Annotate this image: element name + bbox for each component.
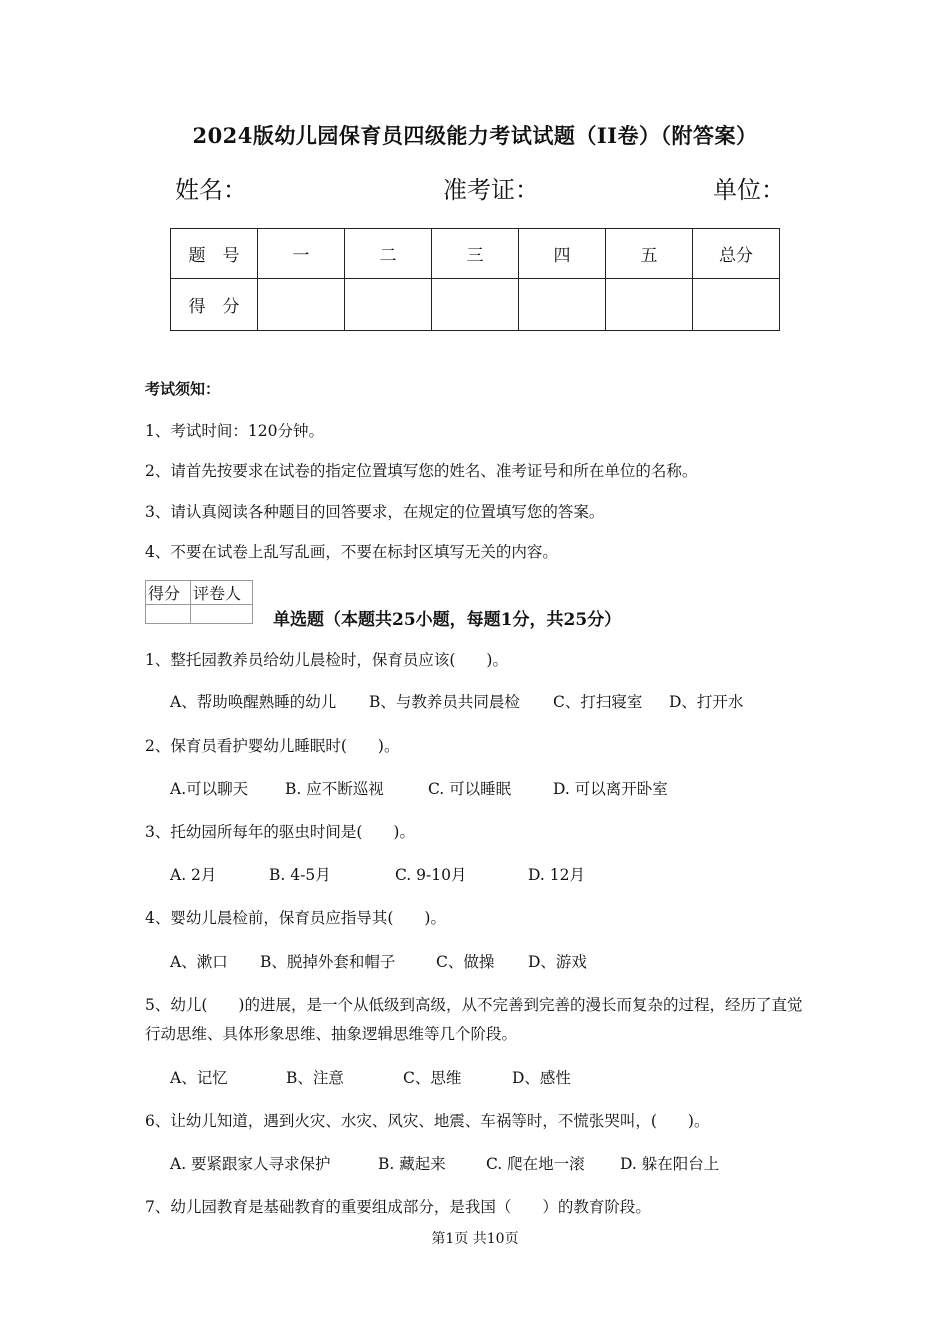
option[interactable]: B. 4-5月 [269,866,331,884]
option[interactable]: B. 应不断巡视 [285,780,384,798]
option[interactable]: B. 藏起来 [378,1155,446,1173]
option[interactable]: B、与教养员共同晨检 [369,693,520,711]
question-options [170,690,743,712]
option[interactable]: C. 9-10月 [395,866,467,884]
option[interactable]: C. 爬在地一滚 [486,1155,585,1173]
page-footer: 第1页 共10页 [431,1231,519,1247]
question-options [170,1066,571,1088]
option[interactable]: A、帮助唤醒熟睡的幼儿 [170,693,337,711]
option[interactable]: D、打开水 [669,693,744,711]
score-table-header-row [171,229,780,279]
score-table-score-row [171,279,780,331]
option[interactable]: C、打扫寝室 [553,693,643,711]
note-item: 2、请首先按要求在试卷的指定位置填写您的姓名、准考证号和所在单位的名称。 [145,462,698,480]
section-title: 单选题（本题共25小题，每题1分，共25分） [273,610,622,630]
score-table-header-label: 题 号 [171,229,258,279]
score-cell[interactable] [606,279,693,331]
option[interactable]: A. 2月 [170,866,217,884]
option[interactable]: C、做操 [436,953,495,971]
score-table-col: 一 [258,229,345,279]
name-label: 姓名： [175,176,247,204]
unit-label: 单位： [713,176,785,204]
score-cell[interactable] [345,279,432,331]
note-item: 4、不要在试卷上乱写乱画，不要在标封区填写无关的内容。 [145,543,558,561]
grader-box-grader-label: 评卷人 [191,581,253,605]
score-table-col: 四 [519,229,606,279]
score-cell-total[interactable] [693,279,780,331]
question-text: 5、幼儿( )的进展，是一个从低级到高级，从不完善到完善的漫长而复杂的过程，经历了直觉行动思维、具体形象思维、抽象逻辑思维等几个阶段。 [145,996,803,1043]
score-table-col: 二 [345,229,432,279]
question-text: 2、保育员看护婴幼儿睡眠时( )。 [145,737,400,755]
question-options [170,777,668,799]
grader-box-grader-cell[interactable] [191,605,253,624]
option[interactable]: D. 12月 [528,866,585,884]
score-table [170,228,780,331]
exam-id-label: 准考证： [443,176,539,204]
option[interactable]: D. 可以离开卧室 [553,780,668,798]
grader-box-blank-row [146,605,253,624]
option[interactable]: A、漱口 [170,953,228,971]
option[interactable]: A.可以聊天 [170,780,249,798]
option[interactable]: B、脱掉外套和帽子 [260,953,396,971]
option[interactable]: C. 可以睡眠 [428,780,512,798]
grader-box-score-label: 得分 [146,581,191,605]
option[interactable]: D、游戏 [528,953,587,971]
option[interactable]: A. 要紧跟家人寻求保护 [170,1155,331,1173]
notes-heading: 考试须知： [145,380,221,398]
question-options [170,1152,719,1174]
question-text: 1、整托园教养员给幼儿晨检时，保育员应该( )。 [145,651,508,669]
note-item: 1、考试时间：120分钟。 [145,422,324,440]
page-title: 2024版幼儿园保育员四级能力考试试题（II卷）（附答案） [192,123,758,148]
score-table-col: 三 [432,229,519,279]
candidate-fields [175,170,785,204]
question-text: 6、让幼儿知道，遇到火灾、水灾、风灾、地震、车祸等时，不慌张哭叫，( )。 [145,1112,710,1130]
question-options [170,950,587,972]
option[interactable]: C、思维 [403,1069,462,1087]
score-table-score-label: 得 分 [171,279,258,331]
question-text: 4、婴幼儿晨检前，保育员应指导其( )。 [145,909,446,927]
score-cell[interactable] [258,279,345,331]
score-table-col: 五 [606,229,693,279]
note-item: 3、请认真阅读各种题目的回答要求，在规定的位置填写您的答案。 [145,503,605,521]
score-cell[interactable] [432,279,519,331]
grader-box-score-cell[interactable] [146,605,191,624]
grader-box [145,580,253,624]
option[interactable]: A、记忆 [170,1069,228,1087]
grader-box-header [146,581,253,605]
option[interactable]: D、感性 [512,1069,571,1087]
question-text: 7、幼儿园教育是基础教育的重要组成部分，是我国（ ）的教育阶段。 [145,1198,651,1216]
score-table-col-total: 总分 [693,229,780,279]
score-cell[interactable] [519,279,606,331]
question-options [170,863,585,885]
option[interactable]: D. 躲在阳台上 [620,1155,720,1173]
option[interactable]: B、注意 [286,1069,344,1087]
question-text: 3、托幼园所每年的驱虫时间是( )。 [145,823,415,841]
